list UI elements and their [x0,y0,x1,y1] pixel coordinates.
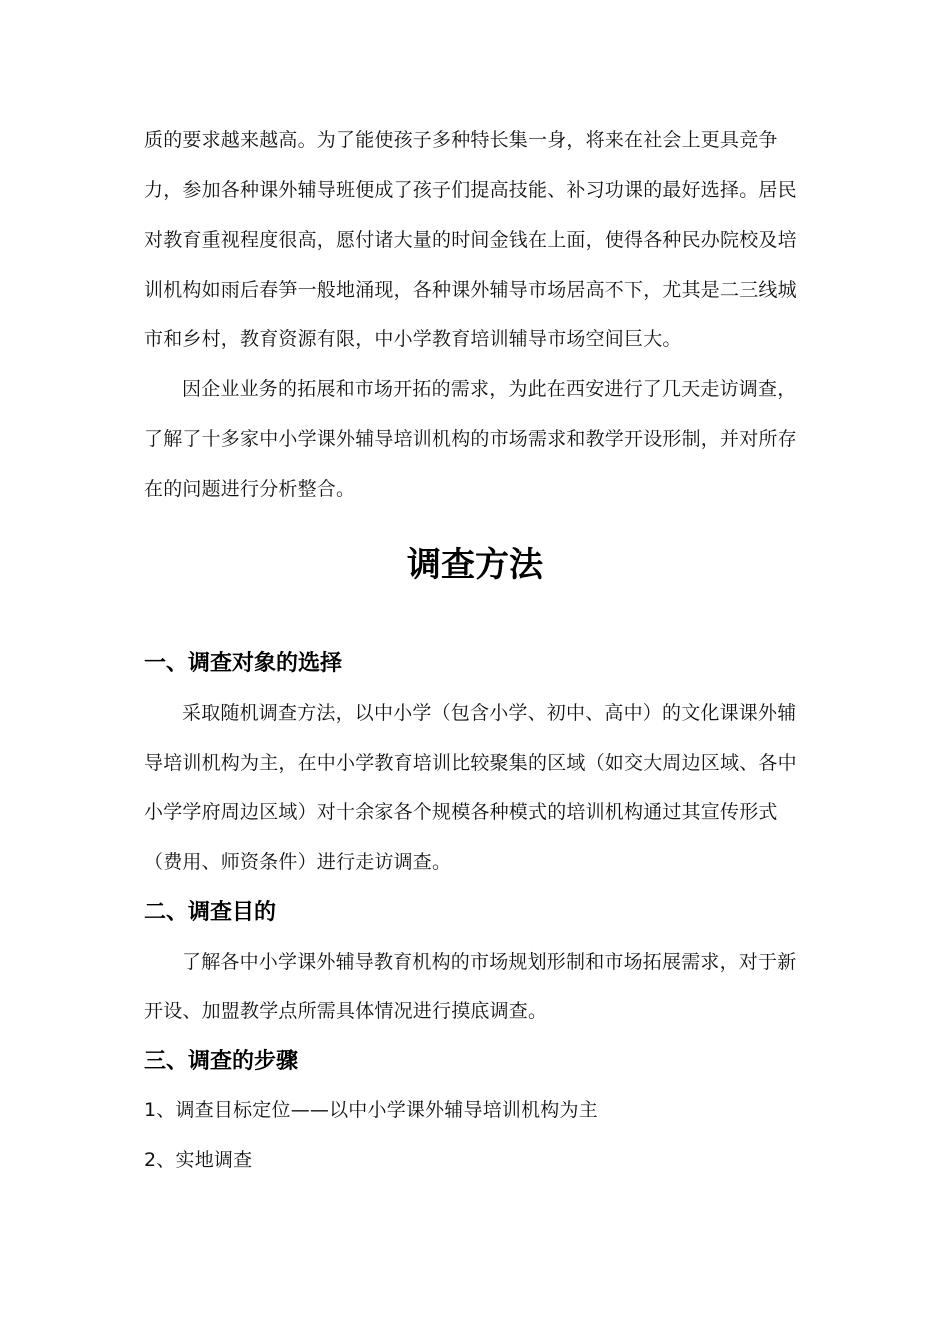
part1-line-1: 采取随机调查方法，以中小学（包含小学、初中、高中）的文化课课外辅 [182,702,797,724]
intro-line-1: 质的要求越来越高。为了能使孩子多种特长集一身，将来在社会上更具竞争 [144,129,778,151]
intro-line-5: 市和乡村，教育资源有限，中小学教育培训辅导市场空间巨大。 [144,328,682,350]
intro-line-7: 了解了十多家中小学课外辅导培训机构的市场需求和教学开设形制，并对所存 [144,428,797,450]
heading-survey-purpose: 二、调查目的 [144,900,277,925]
heading-survey-subjects: 一、调查对象的选择 [144,651,343,676]
heading-survey-steps: 三、调查的步骤 [144,1049,299,1074]
step-item-2: 2、实地调查 [144,1149,253,1171]
intro-line-3: 对教育重视程度很高，愿付诸大量的时间金钱在上面，使得各种民办院校及培 [144,229,797,251]
intro-line-2: 力，参加各种课外辅导班便成了孩子们提高技能、补习功课的最好选择。居民 [144,179,797,201]
part1-line-4: （费用、师资条件）进行走访调查。 [144,851,452,873]
part1-line-2: 导培训机构为主，在中小学教育培训比较聚集的区域（如交大周边区域、各中 [144,752,797,774]
section-title: 调查方法 [407,545,543,585]
part2-line-1: 了解各中小学课外辅导教育机构的市场规划形制和市场拓展需求，对于新 [182,951,797,973]
part2-line-2: 开设、加盟教学点所需具体情况进行摸底调查。 [144,1000,548,1022]
part1-line-3: 小学学府周边区域）对十余家各个规模各种模式的培训机构通过其宣传形式 [144,801,778,823]
intro-line-6: 因企业业务的拓展和市场开拓的需求，为此在西安进行了几天走访调查， [182,378,797,400]
intro-line-4: 训机构如雨后春笋一般地涌现，各种课外辅导市场居高不下，尤其是二三线城 [144,279,797,301]
step-item-1: 1、调查目标定位——以中小学课外辅导培训机构为主 [144,1099,598,1121]
intro-line-8: 在的问题进行分析整合。 [144,478,356,500]
